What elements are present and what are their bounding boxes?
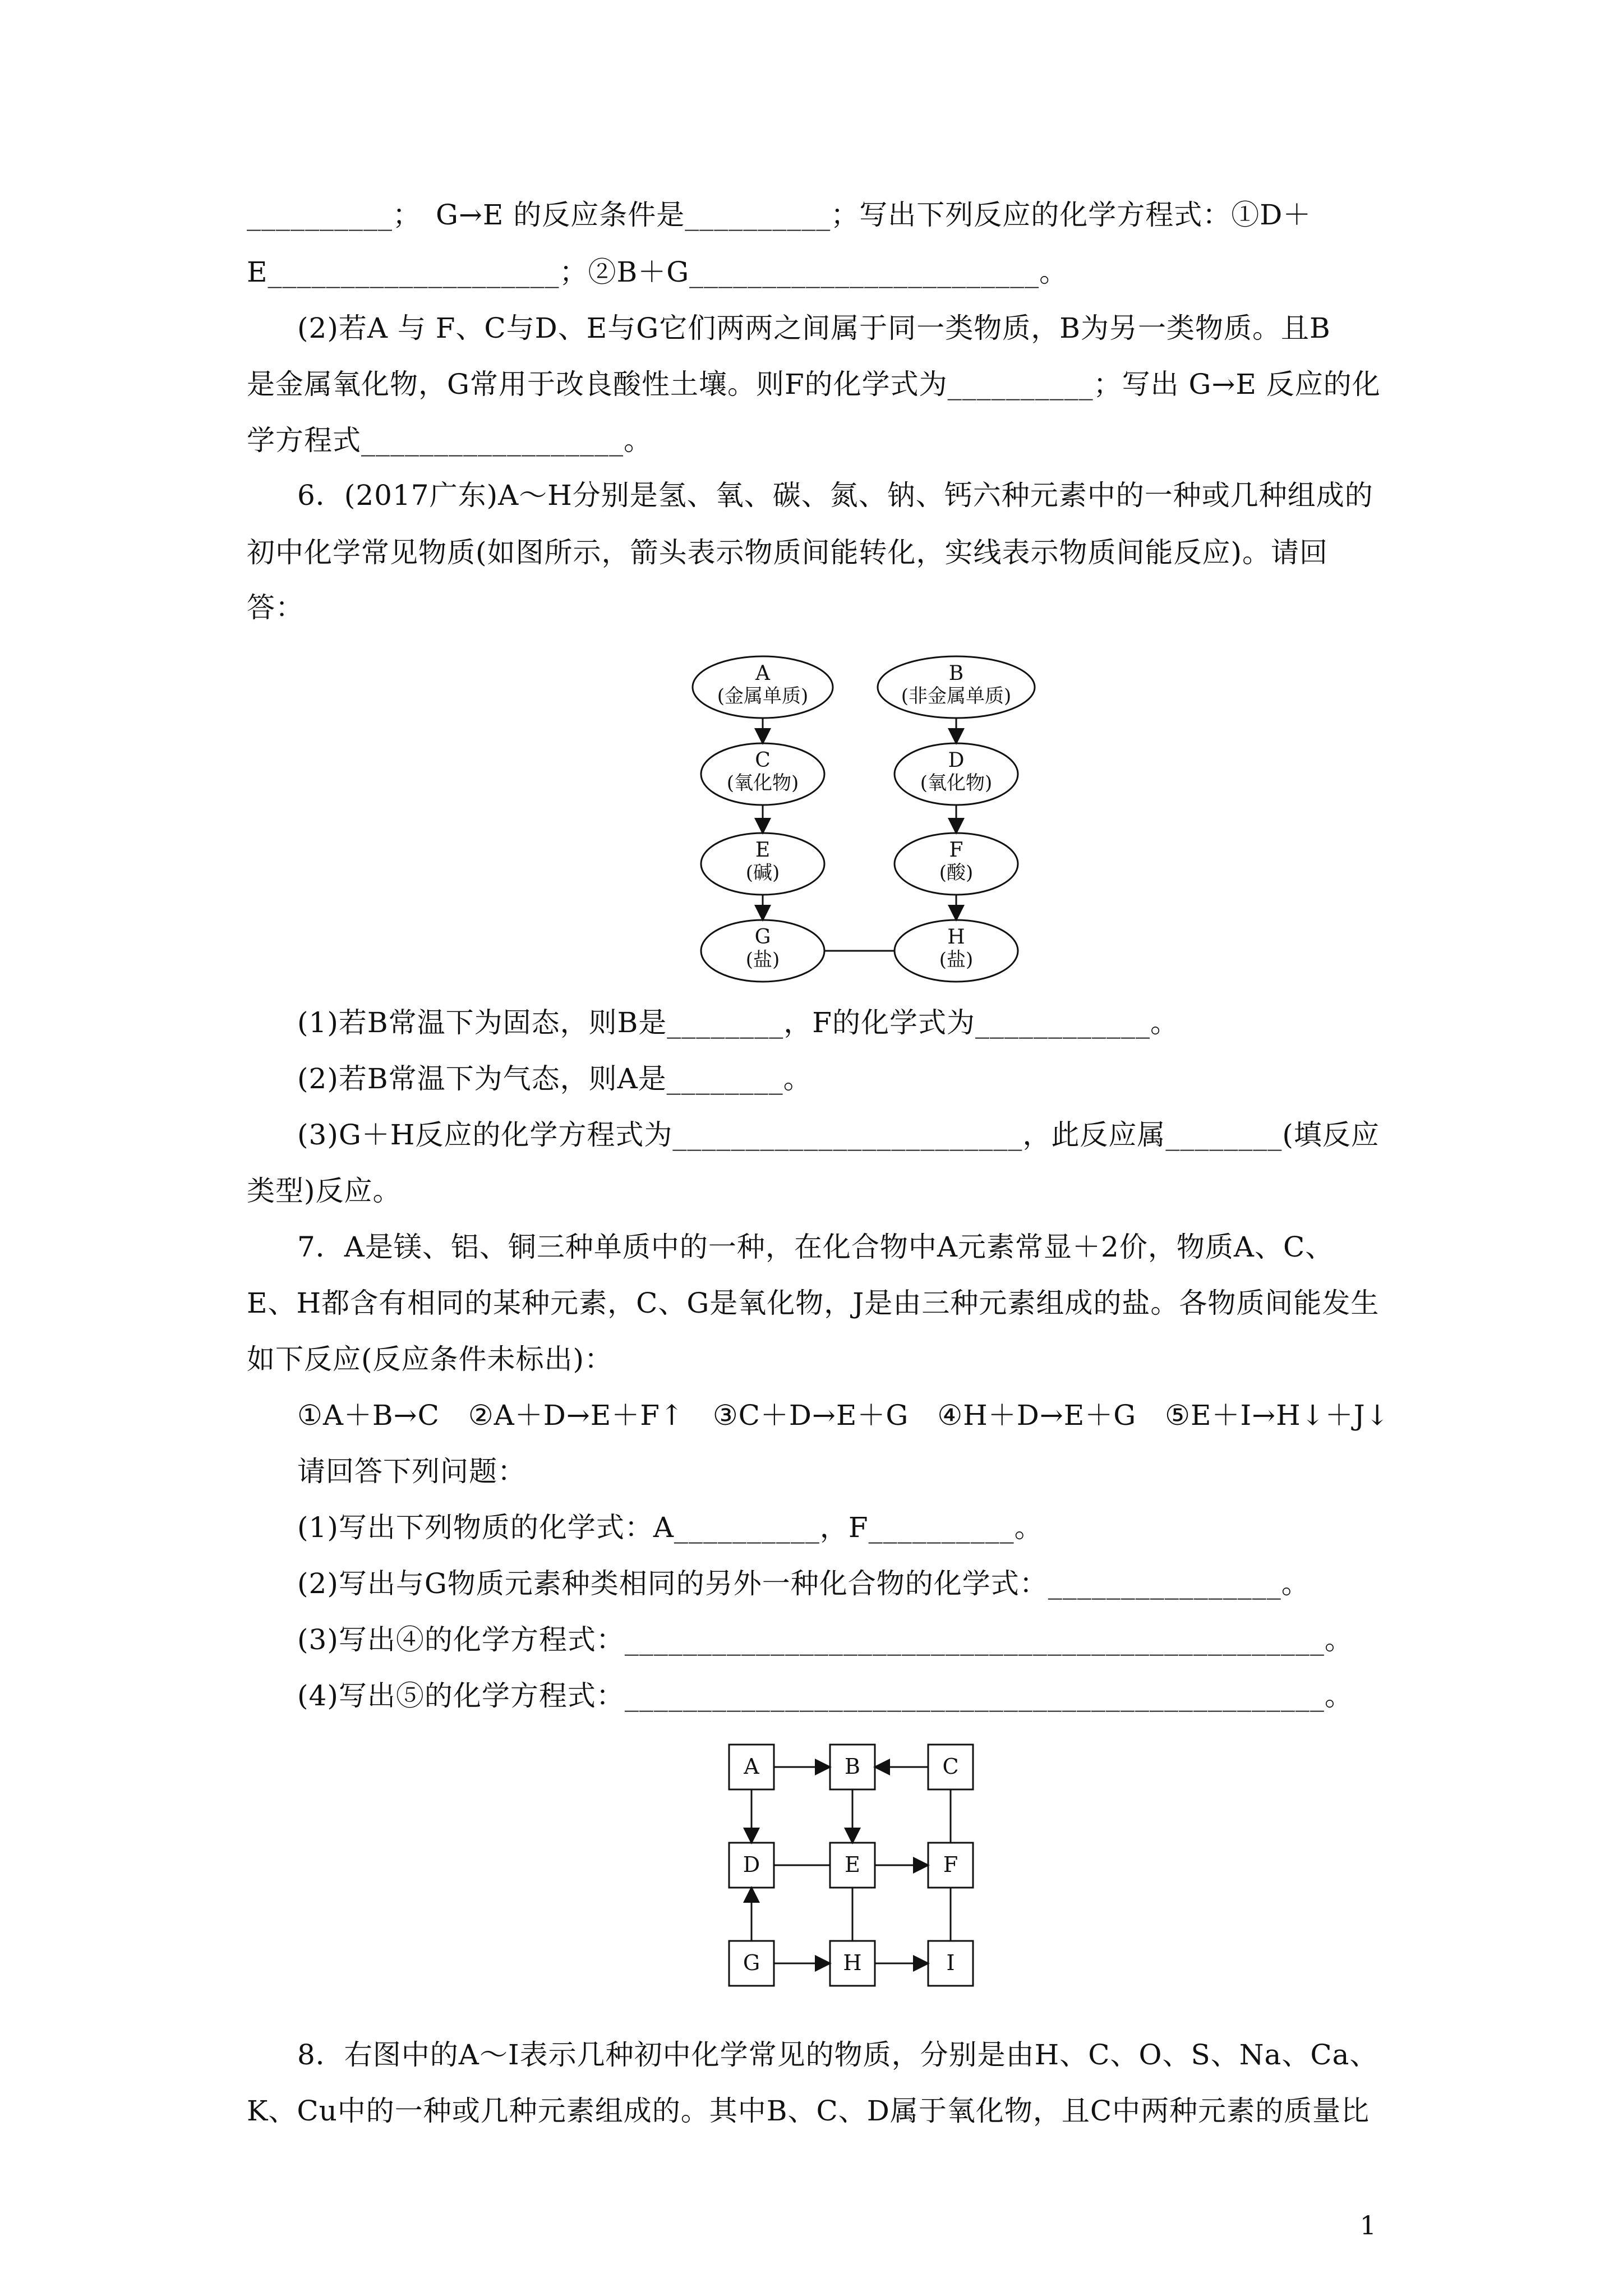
node-c-letter: C	[755, 749, 771, 772]
node-a-label: (金属单质)	[717, 685, 809, 707]
q6-stem-line-1: 6．(2017广东)A～H分别是氢、氧、碳、氮、钠、钙六种元素中的一种或几种组成的	[297, 479, 1373, 512]
node-b-label: (非金属单质)	[901, 685, 1012, 707]
node-e-label: (碱)	[745, 862, 780, 884]
page-number: 1	[1359, 2210, 1376, 2240]
q6-part1: (1)若B常温下为固态，则B是________，F的化学式为____________。	[297, 1006, 1179, 1039]
node-d-label: (氧化物)	[920, 772, 993, 794]
q7-reactions: ①A＋B→C ②A＋D→E＋F↑ ③C＋D→E＋G ④H＋D→E＋G ⑤E＋I→H↓＋J↓	[297, 1399, 1390, 1432]
node-g-label: (盐)	[745, 949, 780, 971]
q7-part4: (4)写出⑤的化学方程式：________________________________________________。	[297, 1680, 1353, 1712]
q6-part3-line-1: (3)G＋H反应的化学方程式为________________________，此反应属________(填反应	[297, 1119, 1380, 1151]
q6-stem-line-2: 初中化学常见物质(如图所示，箭头表示物质间能转化，实线表示物质间能反应)。请回	[247, 536, 1329, 569]
node-b-letter: B	[948, 662, 964, 685]
node-h-label: (盐)	[939, 949, 974, 971]
q8-stem-line-1: 8．右图中的A～I表示几种初中化学常见的物质，分别是由H、C、O、S、Na、Ca、	[297, 2039, 1378, 2071]
node-c-label: (氧化物)	[726, 772, 799, 794]
q5-part2-line-3: 学方程式__________________。	[247, 424, 652, 457]
q7-part2: (2)写出与G物质元素种类相同的另外一种化合物的化学式：________________。	[297, 1567, 1310, 1600]
node-h-letter: H	[947, 926, 965, 949]
q7-stem-line-1: 7．A是镁、铝、铜三种单质中的一种，在化合物中A元素常显＋2价，物质A、C、	[297, 1231, 1334, 1263]
q6-diagram	[684, 651, 1054, 987]
box-g-label: G	[743, 1950, 760, 1975]
q5-part2-line-2: 是金属氧化物，G常用于改良酸性土壤。则F的化学式为__________；写出 G→E 反应的化	[247, 368, 1381, 401]
node-d-letter: D	[948, 749, 965, 772]
node-a-letter: A	[755, 662, 770, 685]
node-e-letter: E	[755, 839, 771, 862]
q5-line-2: E____________________；②B＋G________________________。	[247, 256, 1068, 288]
box-f-label: F	[943, 1852, 958, 1877]
q5-part2-line-1: (2)若A 与 F、C与D、E与G它们两两之间属于同一类物质，B为另一类物质。且B	[297, 312, 1331, 344]
q6-part2: (2)若B常温下为气态，则A是________。	[297, 1062, 812, 1095]
q6-part3-line-2: 类型)反应。	[247, 1175, 402, 1207]
q6-stem-line-3: 答：	[247, 591, 304, 624]
q7-part1: (1)写出下列物质的化学式：A__________，F__________。	[297, 1511, 1043, 1544]
node-f-letter: F	[949, 839, 963, 862]
q7-prompt: 请回答下列问题：	[297, 1455, 526, 1488]
box-e-label: E	[845, 1852, 860, 1877]
box-a-label: A	[744, 1754, 759, 1779]
q8-diagram	[718, 1733, 987, 2003]
box-d-label: D	[743, 1852, 760, 1877]
q7-part3: (3)写出④的化学方程式：________________________________________________。	[297, 1623, 1353, 1656]
q8-stem-line-2: K、Cu中的一种或几种元素组成的。其中B、C、D属于氧化物，且C中两种元素的质量比	[247, 2095, 1370, 2127]
node-g-letter: G	[754, 926, 771, 949]
box-i-label: I	[946, 1950, 955, 1975]
node-f-label: (酸)	[939, 862, 974, 884]
q5-line-1: __________； G→E 的反应条件是__________；写出下列反应的化学方程式：①D＋	[247, 199, 1312, 231]
box-c-label: C	[942, 1754, 959, 1779]
q7-stem-line-3: 如下反应(反应条件未标出)：	[247, 1343, 614, 1375]
box-b-label: B	[845, 1754, 860, 1779]
box-h-label: H	[843, 1950, 862, 1975]
q7-stem-line-2: E、H都含有相同的某种元素，C、G是氧化物，J是由三种元素组成的盐。各物质间能发生	[247, 1287, 1380, 1319]
